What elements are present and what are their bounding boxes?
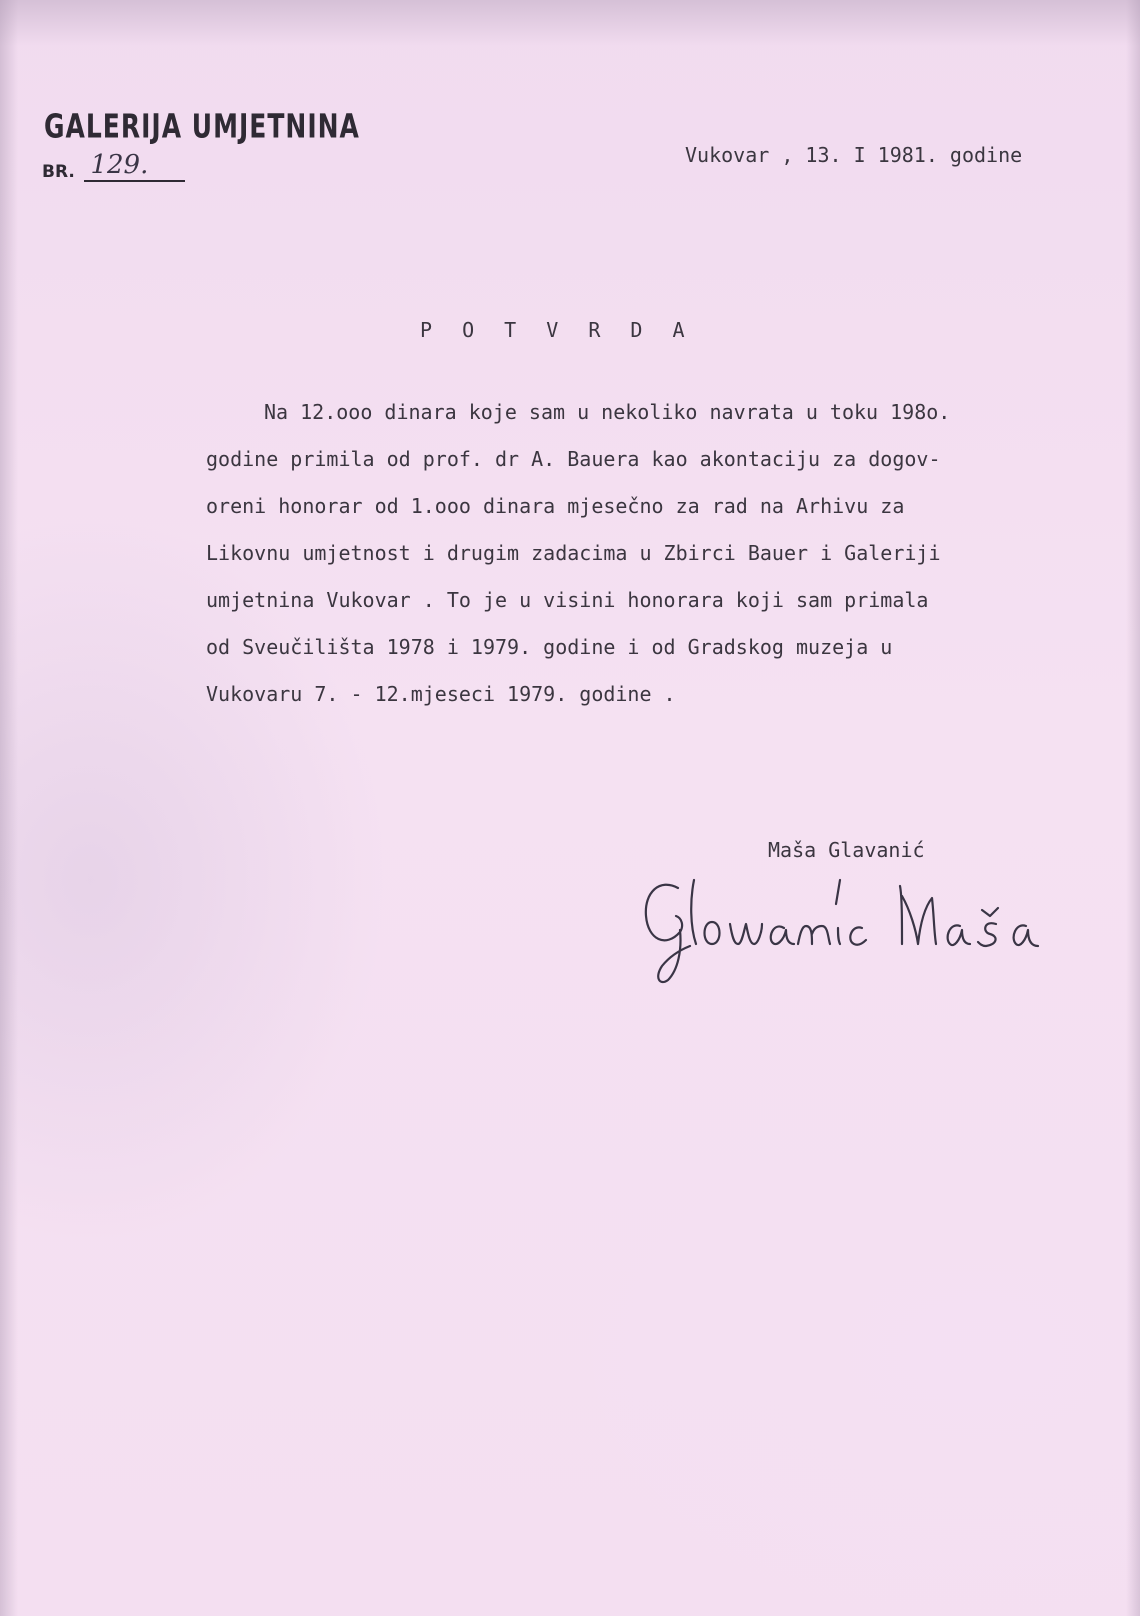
body-line: oreni honorar od 1.ooo dinara mjesečno za rad na Arhivu za bbox=[206, 494, 905, 518]
institution-stamp: GALERIJA UMJETNINA bbox=[44, 107, 360, 146]
scan-edge-top bbox=[0, 0, 1140, 46]
date-line: Vukovar , 13. I 1981. godine bbox=[685, 143, 1023, 167]
body-text bbox=[206, 389, 1086, 718]
document-title: P O T V R D A bbox=[420, 318, 694, 342]
body-line: umjetnina Vukovar . To je u visini honorara koji sam primala bbox=[206, 588, 929, 612]
body-line: Na 12.ooo dinara koje sam u nekoliko navrata u toku 198o. bbox=[264, 400, 951, 424]
handwritten-signature bbox=[640, 870, 1070, 990]
register-number-handwritten: 129. bbox=[84, 150, 185, 182]
signatory-name: Maša Glavanić bbox=[768, 838, 925, 862]
register-number bbox=[42, 150, 192, 184]
register-label: BR. bbox=[42, 162, 75, 182]
body-line: od Sveučilišta 1978 i 1979. godine i od Gradskog muzeja u bbox=[206, 635, 893, 659]
body-line: Likovnu umjetnost i drugim zadacima u Zbirci Bauer i Galeriji bbox=[206, 541, 941, 565]
body-line: Vukovaru 7. - 12.mjeseci 1979. godine . bbox=[206, 682, 676, 706]
scan-edge-left bbox=[0, 0, 18, 1616]
body-line: godine primila od prof. dr A. Bauera kao akontaciju za dogov- bbox=[206, 447, 941, 471]
scan-edge-right bbox=[1126, 0, 1140, 1616]
